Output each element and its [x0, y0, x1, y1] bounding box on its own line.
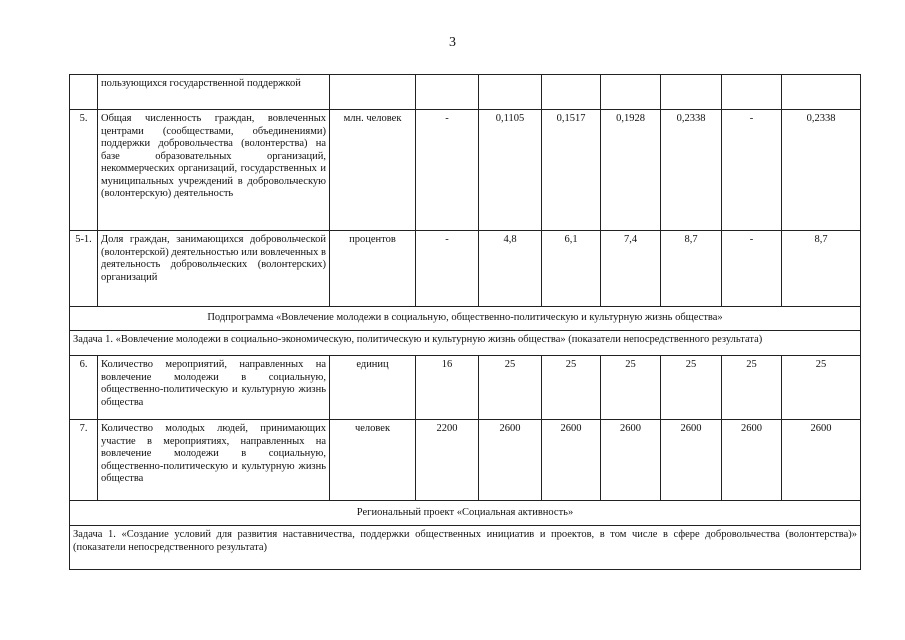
value-cell: -: [722, 110, 782, 231]
value-cell: 0,2338: [782, 110, 861, 231]
value-cell: 0,1105: [479, 110, 542, 231]
table-row: [70, 231, 861, 307]
task-row: [70, 526, 861, 570]
value-cell: 2200: [416, 420, 479, 501]
row-number: [70, 75, 98, 110]
indicator-description: Доля граждан, занимающихся добровольческой (волонтерской) деятельностью или вовлеченных в деятельность добровольческих (волонтерских) организаций: [98, 231, 330, 307]
value-cell: -: [722, 231, 782, 307]
indicator-description: Количество мероприятий, направленных на вовлечение молодежи в социальную, общественно-политическую и культурную жизнь общества: [98, 356, 330, 420]
task-title: Задача 1. «Вовлечение молодежи в социально-экономическую, политическую и культурную жизнь общества» (показатели непосредственного результата): [70, 331, 861, 356]
section-row: [70, 501, 861, 526]
value-cell: 8,7: [661, 231, 722, 307]
value-cell: 2600: [601, 420, 661, 501]
table-row: [70, 420, 861, 501]
value-cell: 8,7: [782, 231, 861, 307]
value-cell: 2600: [661, 420, 722, 501]
value-cell: 0,2338: [661, 110, 722, 231]
value-cell: 2600: [782, 420, 861, 501]
value-cell: 6,1: [542, 231, 601, 307]
table-row: [70, 110, 861, 231]
value-cell: 25: [722, 356, 782, 420]
unit-of-measure: [330, 75, 416, 110]
indicator-description: Количество молодых людей, принимающих участие в мероприятиях, направленных на вовлечение молодежи в социальную, общественно-политическую и культурную жизнь общества: [98, 420, 330, 501]
unit-of-measure: единиц: [330, 356, 416, 420]
section-row: [70, 307, 861, 331]
value-cell: [782, 75, 861, 110]
value-cell: 0,1517: [542, 110, 601, 231]
value-cell: -: [416, 110, 479, 231]
value-cell: -: [416, 231, 479, 307]
value-cell: [479, 75, 542, 110]
value-cell: 4,8: [479, 231, 542, 307]
value-cell: 0,1928: [601, 110, 661, 231]
value-cell: [661, 75, 722, 110]
unit-of-measure: процентов: [330, 231, 416, 307]
row-number: 6.: [70, 356, 98, 420]
value-cell: 25: [479, 356, 542, 420]
value-cell: 16: [416, 356, 479, 420]
value-cell: [722, 75, 782, 110]
unit-of-measure: человек: [330, 420, 416, 501]
task-row: [70, 331, 861, 356]
table-row: [70, 356, 861, 420]
indicator-description: пользующихся государственной поддержкой: [98, 75, 330, 110]
row-number: 7.: [70, 420, 98, 501]
value-cell: 25: [601, 356, 661, 420]
indicators-table: [69, 74, 861, 570]
unit-of-measure: млн. человек: [330, 110, 416, 231]
value-cell: 2600: [479, 420, 542, 501]
section-title: Подпрограмма «Вовлечение молодежи в социальную, общественно-политическую и культурную жизнь общества»: [70, 307, 861, 331]
page-number: 3: [449, 35, 456, 50]
task-title: Задача 1. «Создание условий для развития наставничества, поддержки общественных инициатив и проектов, в том числе в сфере добровольчества (волонтерства)» (показатели непосредственного результата): [70, 526, 861, 570]
section-title: Региональный проект «Социальная активность»: [70, 501, 861, 526]
value-cell: [416, 75, 479, 110]
row-number: 5.: [70, 110, 98, 231]
indicator-description: Общая численность граждан, вовлеченных центрами (сообществами, объединениями) поддержки добровольчества (волонтерства) на базе образовательных организаций, некоммерческих организаций, государственных и муниципальных учреждений в добровольческую (волонтерскую) деятельность: [98, 110, 330, 231]
value-cell: 2600: [722, 420, 782, 501]
row-number: 5-1.: [70, 231, 98, 307]
value-cell: [542, 75, 601, 110]
value-cell: 25: [661, 356, 722, 420]
value-cell: 7,4: [601, 231, 661, 307]
value-cell: [601, 75, 661, 110]
table-body: [70, 75, 861, 570]
value-cell: 2600: [542, 420, 601, 501]
value-cell: 25: [782, 356, 861, 420]
value-cell: 25: [542, 356, 601, 420]
table-row: [70, 75, 861, 110]
